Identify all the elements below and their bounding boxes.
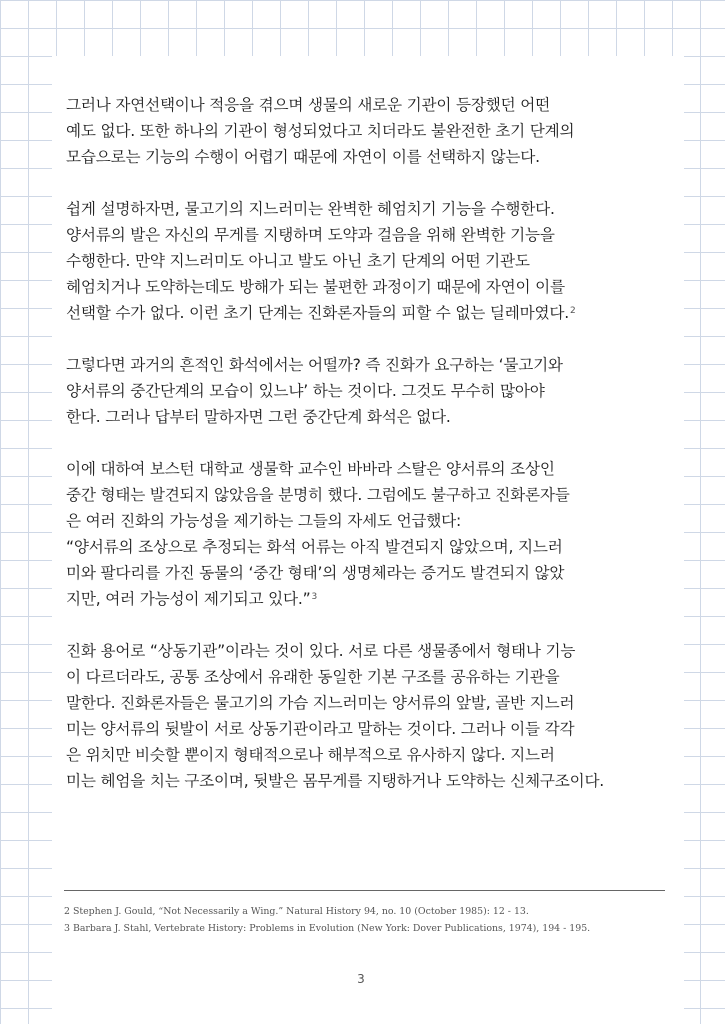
footnote-reference-3[interactable]: 3 [311, 592, 318, 602]
text-line: 그러나 자연선택이나 적응을 겪으며 생물의 새로운 기관이 등장했던 어떤 [66, 96, 550, 114]
text-line: 은 여러 진화의 가능성을 제기하는 그들의 자세도 언급했다: [66, 512, 462, 530]
quote-line: 미와 팔다리를 가진 동물의 ‘중간 형태’의 생명체라는 증거도 발견되지 않았 [66, 564, 565, 582]
text-line: 은 위치만 비슷할 뿐이지 형태적으로나 해부적으로 유사하지 않다. 지느러 [66, 746, 555, 764]
text-line: 헤엄치거나 도약하는데도 방해가 되는 불편한 과정이기 때문에 자연이 이를 [66, 278, 565, 296]
footnotes [64, 903, 674, 937]
text-line: 한다. 그러나 답부터 말하자면 그런 중간단계 화석은 없다. [66, 408, 451, 426]
text-line: 이에 대하여 보스턴 대학교 생물학 교수인 바바라 스탈은 양서류의 조상인 [66, 460, 555, 478]
text-line: 이 다르더라도, 공통 조상에서 유래한 동일한 기본 구조를 공유하는 기관을 [66, 668, 560, 686]
text-line: 수행한다. 만약 지느러미도 아니고 발도 아닌 초기 단계의 어떤 기관도 [66, 252, 530, 270]
paragraph-4 [66, 456, 666, 612]
body-text [66, 92, 666, 820]
text-line: 예도 없다. 또한 하나의 기관이 형성되었다고 치더라도 불완전한 초기 단계의 [66, 122, 575, 140]
text-line: 미는 헤엄을 치는 구조이며, 뒷발은 몸무게를 지탱하거나 도약하는 신체구조이다. [66, 772, 605, 790]
text-line: 쉽게 설명하자면, 물고기의 지느러미는 완벽한 헤엄치기 기능을 수행한다. [66, 200, 555, 218]
text-line: 말한다. 진화론자들은 물고기의 가슴 지느러미는 양서류의 앞발, 골반 지느러 [66, 694, 575, 712]
document-page [52, 56, 684, 1024]
paragraph-2 [66, 196, 666, 326]
text-line-with-footnote [66, 300, 666, 326]
footnote-reference-2[interactable]: 2 [570, 306, 576, 316]
paragraph-1 [66, 92, 666, 170]
footnote-divider [64, 890, 665, 891]
text-line: 그렇다면 과거의 흔적인 화석에서는 어떨까? 즉 진화가 요구하는 ‘물고기와 [66, 356, 563, 374]
paragraph-3 [66, 352, 666, 430]
text-line: 양서류의 중간단계의 모습이 있느냐’ 하는 것이다. 그것도 무수히 많아야 [66, 382, 545, 400]
text-line: 양서류의 발은 자신의 무게를 지탱하며 도약과 걸음을 위해 완벽한 기능을 [66, 226, 555, 244]
footnote-3: 3 Barbara J. Stahl, Vertebrate History: Problems in Evolution (New York: Dover Publications, 1974), 194 - 195. [64, 923, 591, 934]
page-number: 3 [357, 972, 365, 986]
text-line: 선택할 수가 없다. 이런 초기 단계는 진화론자들의 피할 수 없는 딜레마였다. [66, 304, 569, 322]
text-line: 미는 양서류의 뒷발이 서로 상동기관이라고 말하는 것이다. 그러나 이들 각각 [66, 720, 575, 738]
text-line: 모습으로는 기능의 수행이 어렵기 때문에 자연이 이를 선택하지 않는다. [66, 148, 540, 166]
paragraph-5 [66, 638, 666, 794]
quote-line: “양서류의 조상으로 추정되는 화석 어류는 아직 발견되지 않았으며, 지느러 [66, 538, 563, 556]
text-line: 진화 용어로 “상동기관”이라는 것이 있다. 서로 다른 생물종에서 형태나 기능 [66, 642, 576, 660]
quote-line: 지만, 여러 가능성이 제기되고 있다.” [66, 590, 311, 608]
text-line: 중간 형태는 발견되지 않았음을 분명히 했다. 그럼에도 불구하고 진화론자들 [66, 486, 570, 504]
footnote-2: 2 Stephen J. Gould, “Not Necessarily a Wing.” Natural History 94, no. 10 (October 1985): 12 - 13. [64, 906, 529, 917]
quote-line-with-footnote [66, 586, 666, 612]
